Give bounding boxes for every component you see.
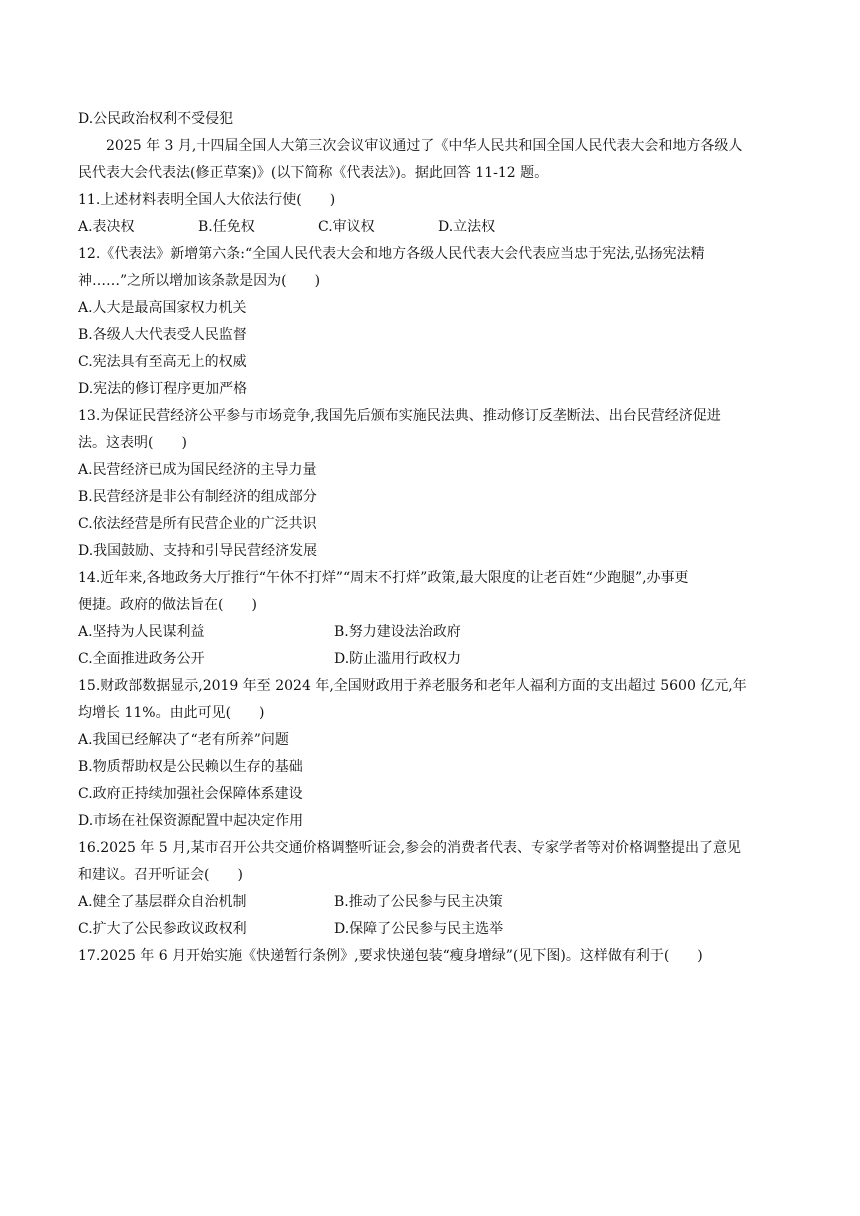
q15-stem-line-1: 15.财政部数据显示,2019 年至 2024 年,全国财政用于养老服务和老年人福利方面的支出超过 5600 亿元,年 [78, 678, 747, 694]
q11-option-c: C.审议权 [318, 219, 375, 235]
q12-option-d: D.宪法的修订程序更加严格 [78, 381, 248, 397]
q12-option-b: B.各级人大代表受人民监督 [78, 327, 247, 343]
q13-stem-line-1: 13.为保证民营经济公平参与市场竞争,我国先后颁布实施民法典、推动修订反垄断法、出台民营经济促进 [78, 408, 721, 424]
q10-option-d: D.公民政治权利不受侵犯 [78, 111, 234, 127]
q16-options-row-1 [78, 889, 780, 916]
q11-options [78, 214, 780, 241]
q11-option-a: A.表决权 [78, 219, 135, 235]
q13-stem-line-2: 法。这表明( ) [78, 435, 187, 451]
q14-stem-line-1: 14.近年来,各地政务大厅推行“午休不打烊”“周末不打烊”政策,最大限度的让老百姓“少跑腿”,办事更 [78, 570, 689, 586]
q17-stem: 17.2025 年 6 月开始实施《快递暂行条例》,要求快递包装“瘦身增绿”(见下图)。这样做有利于( ) [78, 948, 703, 964]
q15-option-c: C.政府正持续加强社会保障体系建设 [78, 786, 303, 802]
q14-options-row-1 [78, 619, 780, 646]
q13-option-b: B.民营经济是非公有制经济的组成部分 [78, 489, 317, 505]
q12-stem-line-1: 12.《代表法》新增第六条:“全国人民代表大会和地方各级人民代表大会代表应当忠于宪法,弘扬宪法精 [78, 246, 705, 262]
q11-stem: 11.上述材料表明全国人大依法行使( ) [78, 192, 336, 208]
q16-options-row-2 [78, 916, 780, 943]
q16-option-c: C.扩大了公民参政议政权利 [78, 921, 247, 937]
q15-option-d: D.市场在社保资源配置中起决定作用 [78, 813, 304, 829]
q13-option-c: C.依法经营是所有民营企业的广泛共识 [78, 516, 317, 532]
q16-stem-line-2: 和建议。召开听证会( ) [78, 867, 243, 883]
q15-option-b: B.物质帮助权是公民赖以生存的基础 [78, 759, 303, 775]
q16-option-a: A.健全了基层群众自治机制 [78, 894, 247, 910]
q14-stem-line-2: 便捷。政府的做法旨在( ) [78, 597, 257, 613]
material-line-2: 民代表大会代表法(修正草案)》(以下简称《代表法》)。据此回答 11-12 题。 [78, 165, 549, 181]
material-line-1: 2025 年 3 月,十四届全国人大第三次会议审议通过了《中华人民共和国全国人民代表大会和地方各级人 [106, 138, 743, 154]
q14-options-row-2 [78, 646, 780, 673]
q13-option-d: D.我国鼓励、支持和引导民营经济发展 [78, 543, 318, 559]
q11-option-b: B.任免权 [198, 219, 255, 235]
q14-option-d: D.防止滥用行政权力 [334, 651, 462, 667]
q15-option-a: A.我国已经解决了“老有所养”问题 [78, 732, 289, 748]
q13-option-a: A.民营经济已成为国民经济的主导力量 [78, 462, 317, 478]
q11-option-d: D.立法权 [438, 219, 496, 235]
q17-figure-placeholder [78, 970, 780, 1170]
q16-option-b: B.推动了公民参与民主决策 [334, 894, 503, 910]
q14-option-b: B.努力建设法治政府 [334, 624, 461, 640]
q12-option-a: A.人大是最高国家权力机关 [78, 300, 247, 316]
q12-option-c: C.宪法具有至高无上的权威 [78, 354, 247, 370]
q12-stem-line-2: 神……”之所以增加该条款是因为( ) [78, 273, 321, 289]
q14-option-c: C.全面推进政务公开 [78, 651, 205, 667]
q15-stem-line-2: 均增长 11%。由此可见( ) [78, 705, 265, 721]
q14-option-a: A.坚持为人民谋利益 [78, 624, 205, 640]
q16-stem-line-1: 16.2025 年 5 月,某市召开公共交通价格调整听证会,参会的消费者代表、专家学者等对价格调整提出了意见 [78, 840, 742, 856]
question-list [78, 106, 780, 970]
q16-option-d: D.保障了公民参与民主选举 [334, 921, 504, 937]
